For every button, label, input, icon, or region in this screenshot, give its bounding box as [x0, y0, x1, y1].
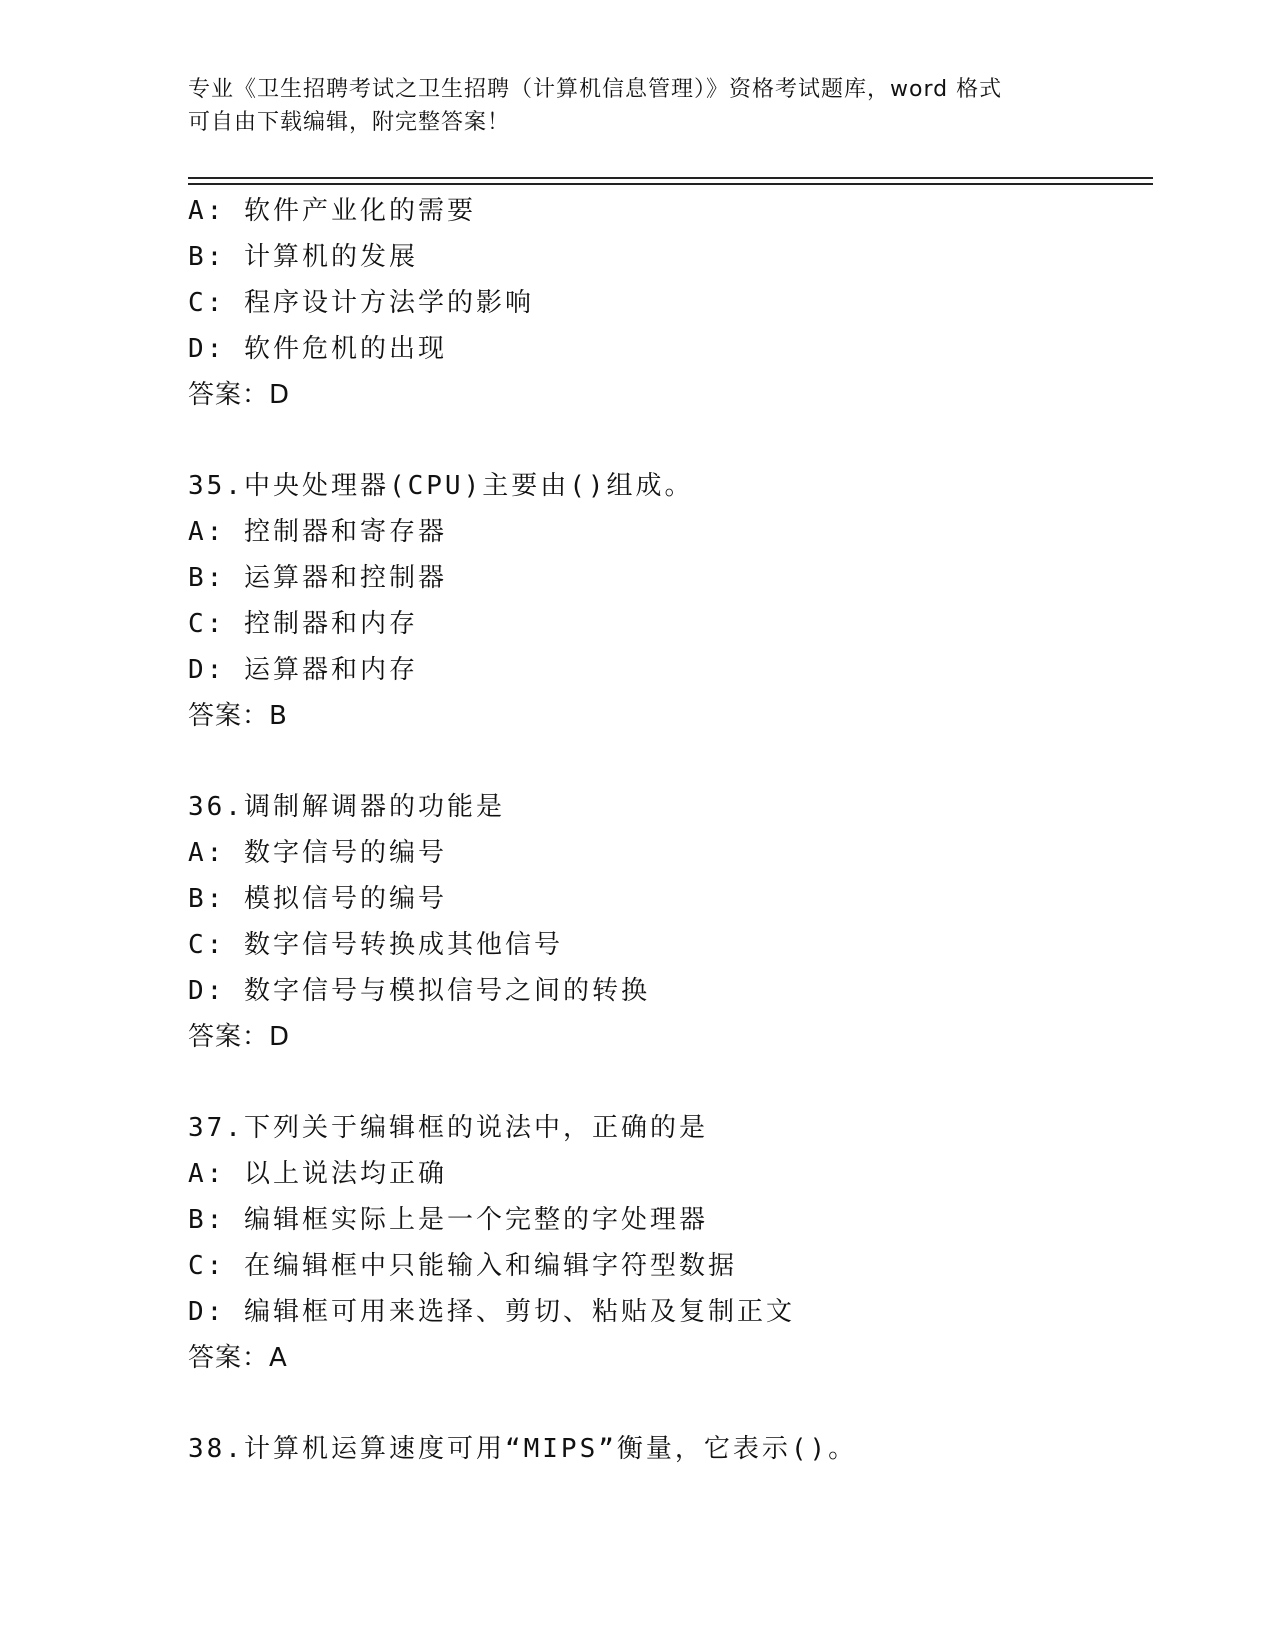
question-35: [188, 463, 1148, 739]
option-c: C: 数字信号转换成其他信号: [188, 930, 563, 960]
question-stem: 35.中央处理器(CPU)主要由()组成。: [188, 471, 694, 501]
option-c: C: 在编辑框中只能输入和编辑字符型数据: [188, 1251, 737, 1281]
option-d: D: 编辑框可用来选择、剪切、粘贴及复制正文: [188, 1297, 795, 1327]
answer: 答案：D: [188, 380, 291, 410]
option-b: B: 编辑框实际上是一个完整的字处理器: [188, 1205, 708, 1235]
header-divider-bottom: [188, 183, 1153, 185]
question-stem: 36.调制解调器的功能是: [188, 792, 505, 822]
option-d: D: 数字信号与模拟信号之间的转换: [188, 976, 650, 1006]
question-34-continued: [188, 188, 1148, 418]
option-d: D: 运算器和内存: [188, 655, 418, 685]
answer: 答案：B: [188, 701, 288, 731]
question-37: [188, 1105, 1148, 1381]
header-line-1: 专业《卫生招聘考试之卫生招聘（计算机信息管理）》资格考试题库，word 格式: [188, 77, 1003, 102]
option-b: B: 计算机的发展: [188, 242, 418, 272]
document-header: [188, 73, 1088, 139]
option-a: A: 控制器和寄存器: [188, 517, 447, 547]
header-divider-top: [188, 177, 1153, 179]
answer: 答案：A: [188, 1343, 288, 1373]
option-c: C: 控制器和内存: [188, 609, 418, 639]
answer: 答案：D: [188, 1022, 291, 1052]
option-a: A: 以上说法均正确: [188, 1159, 447, 1189]
question-36: [188, 784, 1148, 1060]
option-c: C: 程序设计方法学的影响: [188, 288, 534, 318]
option-a: A: 数字信号的编号: [188, 838, 447, 868]
option-a: A: 软件产业化的需要: [188, 196, 476, 226]
question-list: [188, 188, 1148, 1472]
header-line-2: 可自由下载编辑，附完整答案！: [188, 110, 511, 135]
question-stem: 38.计算机运算速度可用“MIPS”衡量，它表示()。: [188, 1434, 858, 1464]
option-d: D: 软件危机的出现: [188, 334, 447, 364]
option-b: B: 模拟信号的编号: [188, 884, 447, 914]
question-38: [188, 1426, 1148, 1472]
question-stem: 37.下列关于编辑框的说法中，正确的是: [188, 1113, 708, 1143]
option-b: B: 运算器和控制器: [188, 563, 447, 593]
